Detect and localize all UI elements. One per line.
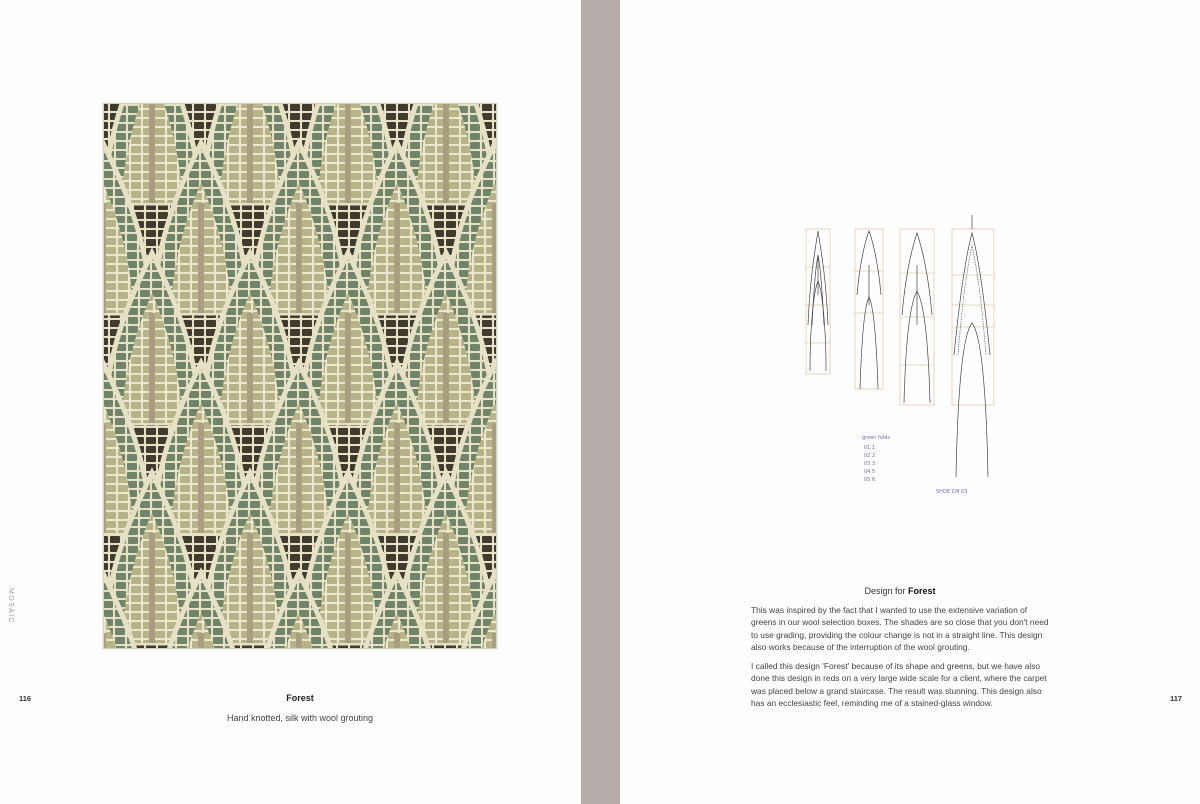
paragraph-1: This was inspired by the fact that I wanted to use the extensive variation of greens in our wool selection boxes. The shades are so close that you don't need to use grading, providing the colour change is not in a straight line. This design also works because of the interruption of the wool grouting.	[751, 605, 1049, 652]
svg-text:03 3: 03 3	[864, 461, 876, 467]
book-gutter	[581, 0, 620, 804]
forest-rug-image	[103, 103, 497, 649]
page-number-left: 116	[19, 694, 32, 703]
design-prefix: Design for	[864, 586, 906, 596]
svg-text:05 6: 05 6	[864, 477, 876, 483]
caption-title: Forest	[286, 693, 314, 703]
svg-text:01 1: 01 1	[864, 445, 876, 451]
caption-subtitle: Hand knotted, silk with wool grouting	[226, 713, 374, 723]
description-text	[751, 604, 1053, 716]
section-side-label: MOSAIC	[7, 588, 14, 625]
svg-text:02 2: 02 2	[864, 453, 876, 459]
page-number-right: 117	[1170, 694, 1183, 703]
design-heading	[750, 586, 1050, 596]
design-name: Forest	[908, 586, 936, 596]
design-sketch-image	[800, 205, 1010, 495]
svg-text:04 5: 04 5	[864, 469, 876, 475]
svg-text:green folds: green folds	[862, 435, 891, 441]
paragraph-2: I called this design 'Forest' because of its shape and greens, but we have also done this design in reds on a very large wide scale for a client, where the carpet was placed below a grand staircase. The result was stunning. This design also has an ecclesiastic feel, reminding me of a stained-glass window.	[751, 661, 1047, 709]
svg-text:SHOE CM 03: SHOE CM 03	[936, 489, 968, 495]
